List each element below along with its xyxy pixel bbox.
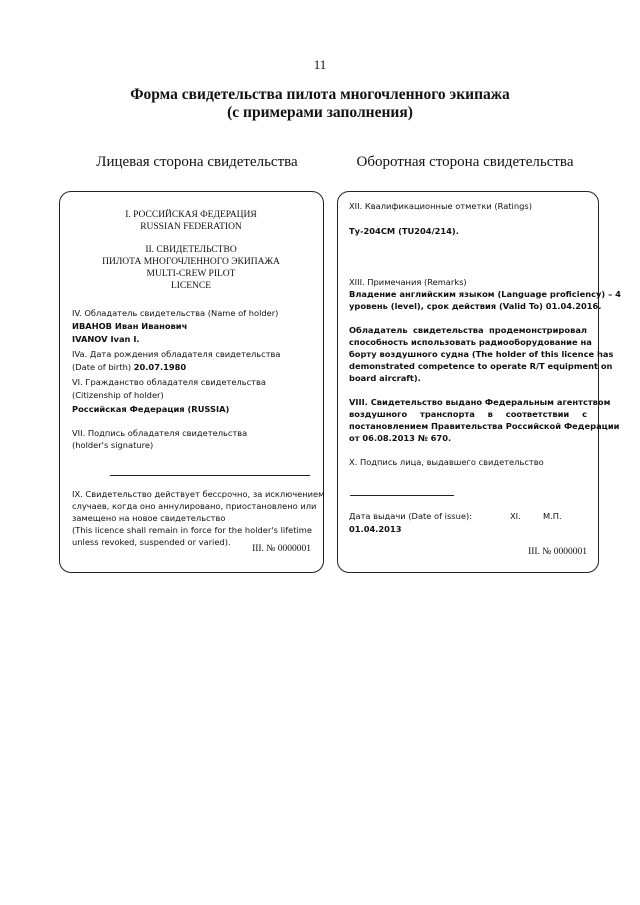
issuer-signature-line: [350, 495, 454, 496]
section-11-label: XI.: [510, 511, 521, 521]
holder-name-label: IV. Обладатель свидетельства (Name of holder): [72, 308, 279, 318]
citizenship-label-en: (Citizenship of holder): [72, 390, 164, 400]
dob-section-label: IVa. Дата рождения обладателя свидетельства: [72, 349, 281, 359]
issue-date-label: Дата выдачи (Date of issue):: [349, 511, 472, 521]
dob-label: (Date of birth): [72, 362, 132, 372]
ratings-value: Ту-204СМ (TU204/214).: [349, 226, 459, 236]
stamp-place-label: М.П.: [543, 511, 562, 521]
front-side-heading: Лицевая сторона свидетельства: [96, 154, 298, 170]
page-number: 11: [313, 57, 327, 72]
back-side-heading: Оборотная сторона свидетельства: [356, 154, 574, 170]
remark-language-line2: уровень (level), срок действия (Valid To) 01.04.2016.: [349, 301, 602, 311]
remark-rt-line5: board aircraft).: [349, 373, 421, 383]
licence-number-front: III. № 0000001: [252, 544, 311, 554]
dob-line: [72, 363, 186, 371]
holder-signature-line: [110, 475, 310, 476]
signature-label-en: (holder's signature): [72, 440, 154, 450]
holder-name-en: IVANOV Ivan I.: [72, 334, 140, 344]
signature-label: VII. Подпись обладателя свидетельства: [72, 428, 248, 438]
remark-rt-line1: Обладатель свидетельства продемонстрировал: [349, 325, 587, 335]
document-title: Форма свидетельства пилота многочленного экипажа: [130, 86, 510, 103]
issue-date-value: 01.04.2013: [349, 524, 402, 534]
citizenship-value: Российская Федерация (RUSSIA): [72, 404, 230, 414]
remarks-label: XIII. Примечания (Remarks): [349, 277, 467, 287]
front-section-1-ru: I. РОССИЙСКАЯ ФЕДЕРАЦИЯ: [125, 210, 257, 220]
issuer-line2: воздушного транспорта в соответствии с: [349, 409, 587, 419]
front-section-2-line4: LICENCE: [170, 281, 212, 291]
issuer-line3: постановлением Правительства Российской Федерации: [349, 421, 620, 431]
front-section-1-en: RUSSIAN FEDERATION: [140, 222, 242, 232]
validity-line3: замещено на новое свидетельство: [72, 513, 226, 523]
validity-line4: (This licence shall remain in force for the holder's lifetime: [72, 525, 312, 535]
document-subtitle: (с примерами заполнения): [227, 104, 413, 121]
ratings-label: XII. Квалификационные отметки (Ratings): [349, 201, 532, 211]
licence-front-card: [59, 191, 324, 573]
front-section-2-line3: MULTI-CREW PILOT: [146, 269, 236, 279]
licence-number-back: III. № 0000001: [528, 547, 587, 557]
issuer-line4: от 06.08.2013 № 670.: [349, 433, 452, 443]
validity-line1: IX. Свидетельство действует бессрочно, за исключением: [72, 489, 325, 499]
remark-rt-line2: способность использовать радиооборудование на: [349, 337, 592, 347]
remark-rt-line3: борту воздушного судна (The holder of this licence has: [349, 349, 614, 359]
licence-back-card: [337, 191, 621, 573]
front-section-2-line1: II. СВИДЕТЕЛЬСТВО: [145, 245, 237, 255]
remark-rt-line4: demonstrated competence to operate R/T equipment on: [349, 361, 613, 371]
dob-value: 20.07.1980: [133, 362, 187, 372]
validity-line2: случаев, когда оно аннулировано, приостановлено или: [72, 501, 317, 511]
citizenship-label: VI. Гражданство обладателя свидетельства: [72, 377, 266, 387]
issuer-line1: VIII. Свидетельство выдано Федеральным агентством: [349, 397, 611, 407]
validity-line5: unless revoked, suspended or varied).: [72, 537, 231, 547]
issuer-signature-label: X. Подпись лица, выдавшего свидетельство: [349, 457, 544, 467]
front-section-2-line2: ПИЛОТА МНОГОЧЛЕННОГО ЭКИПАЖА: [102, 257, 280, 267]
holder-name-ru: ИВАНОВ Иван Иванович: [72, 321, 188, 331]
remark-language-line1: Владение английским языком (Language proficiency) – 4: [349, 289, 621, 299]
